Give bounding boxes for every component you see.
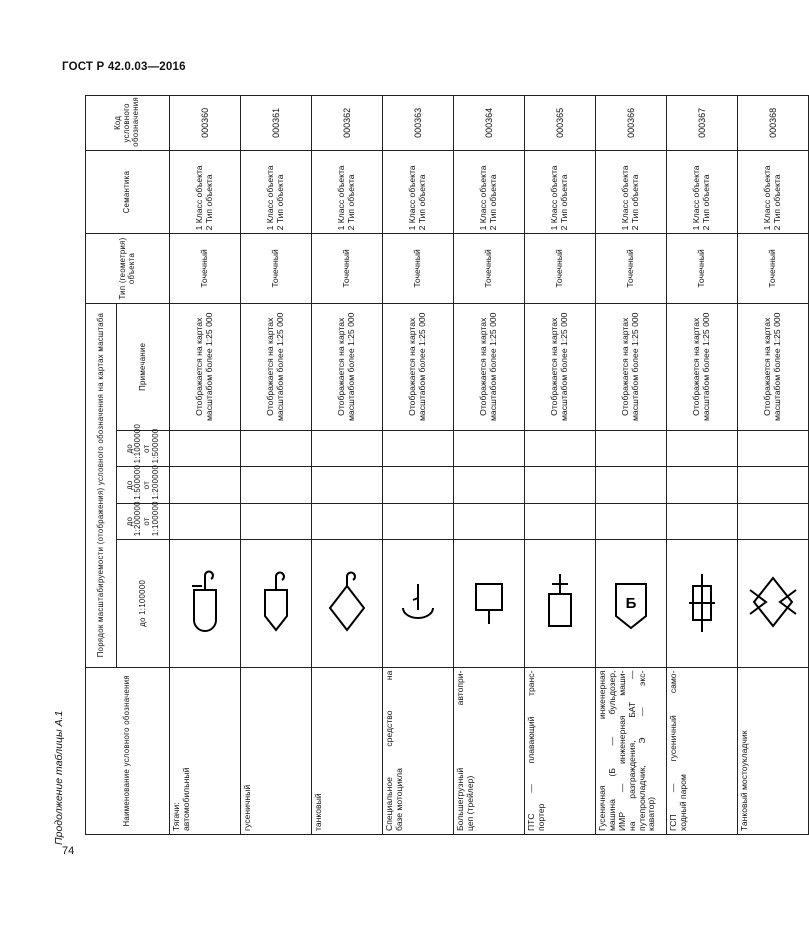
scale-cell-empty [312,503,383,539]
semantics-line: 2 Тип объекта [559,174,569,231]
header-note: Примечание [117,303,170,430]
table-row [312,96,383,835]
geometry-cell: Точечный [170,234,241,303]
scale-cell-empty [525,430,596,466]
semantics-line: 1 Класс объекта [407,165,418,231]
code-cell: 000366 [596,96,667,151]
semantics-cell [667,150,738,234]
code-cell: 000361 [241,96,312,151]
symbol-cell [738,540,809,667]
scale-cell-empty [383,503,454,539]
scale-cell-empty [667,503,738,539]
symbol-name-line: путепрокладчик, Э — экс- [636,670,647,831]
symbol-name [596,667,667,834]
semantics-cell [312,150,383,234]
note-cell: Отображается на картах масштабом более 1:25 000 [383,303,454,430]
symbol-name [170,667,241,834]
semantics-line: 2 Тип объекта [417,174,427,231]
scale-cell-empty [596,467,667,503]
semantics-cell [738,150,809,234]
geometry-cell: Точечный [241,234,312,303]
table-body [170,96,809,835]
geometry-cell: Точечный [596,234,667,303]
semantics-line: 2 Тип объекта [772,174,782,231]
symbol-cell [454,540,525,667]
tractor-wheeled-icon [172,572,238,634]
motorcycle-vehicle-icon [385,572,451,634]
symbol-name-line: танковый [313,793,323,831]
geometry-cell: Точечный [312,234,383,303]
semantics-line: 2 Тип объекта [346,174,356,231]
semantics-cell [383,150,454,234]
scale-cell-empty [525,467,596,503]
symbol-name-line: Тягачи: [171,802,181,831]
symbol-name [383,667,454,834]
table-row [170,96,241,835]
semantics-cell [596,150,667,234]
scale-cell-empty [454,430,525,466]
scale-cell-empty [241,503,312,539]
symbol-cell [667,540,738,667]
geometry-cell: Точечный [383,234,454,303]
semantics-line: 1 Класс объекта [194,165,205,231]
symbol-name-line: Большегрузный автопри- [455,670,465,831]
geometry-cell: Точечный [667,234,738,303]
symbol-cell [525,540,596,667]
symbols-table [85,95,809,835]
note-cell: Отображается на картах масштабом более 1:25 000 [596,303,667,430]
code-cell: 000363 [383,96,454,151]
scale-cell-empty [738,503,809,539]
symbol-name-line: ПТС — плавающий транс- [526,670,536,831]
semantics-line: 1 Класс объекта [478,165,489,231]
header-scale-4: до 1:1000000 от 1:500000 [117,430,170,466]
symbol-name-line: ИМР — инженерная маши- [616,670,627,831]
symbol-name [667,667,738,834]
code-cell: 000367 [667,96,738,151]
scale-cell-empty [312,430,383,466]
symbol-name-line: портер [535,803,546,831]
symbol-cell [241,540,312,667]
header-scale-1: до 1:100000 [117,540,170,667]
symbol-name-line: ходный паром [677,774,688,831]
note-cell: Отображается на картах масштабом более 1:25 000 [667,303,738,430]
header-code: Код условного обозначения [86,96,170,151]
symbol-name-line: Гусеничная инженерная [597,670,607,831]
symbol-name-line: гусеничный [242,784,252,831]
scale-cell-empty [170,467,241,503]
symbol-name-line: Танковый мостоукладчик [739,730,749,831]
table-row [738,96,809,835]
semantics-line: 1 Класс объекта [620,165,631,231]
floating-transporter-icon [527,572,593,634]
code-cell: 000368 [738,96,809,151]
semantics-cell [525,150,596,234]
tracked-ferry-icon [669,572,735,634]
semantics-line: 2 Тип объекта [630,174,640,231]
scale-cell-empty [738,430,809,466]
scale-cell-empty [454,503,525,539]
table-row [596,96,667,835]
rotated-table-container [85,95,782,835]
note-cell: Отображается на картах масштабом более 1:25 000 [170,303,241,430]
bridge-layer-icon [740,572,806,634]
note-cell: Отображается на картах масштабом более 1:25 000 [738,303,809,430]
symbol-name [241,667,312,834]
semantics-line: 1 Класс объекта [336,165,347,231]
symbol-cell [170,540,241,667]
semantics-line: 1 Класс объекта [762,165,773,231]
symbol-name-line: каватор) [646,796,657,831]
scale-cell-empty [525,503,596,539]
semantics-line: 1 Класс объекта [549,165,560,231]
semantics-cell [241,150,312,234]
header-scale-group: Порядок масштабируемости (отображения) условного обозначения на картах масштаба [86,303,117,667]
semantics-cell [170,150,241,234]
scale-cell-empty [383,430,454,466]
symbol-name [525,667,596,834]
note-cell: Отображается на картах масштабом более 1:25 000 [525,303,596,430]
icon-letter: Б [625,595,637,613]
semantics-line: 1 Класс объекта [691,165,702,231]
page-number: 74 [62,845,75,857]
engineering-vehicle-icon [598,572,664,634]
geometry-cell: Точечный [738,234,809,303]
semantics-line: 1 Класс объекта [265,165,276,231]
code-cell: 000360 [170,96,241,151]
table-row [241,96,312,835]
semantics-line: 2 Тип объекта [204,174,214,231]
table-row [454,96,525,835]
symbol-name-line: на разграждения, БАТ — [626,670,637,831]
table-row [383,96,454,835]
scale-cell-empty [596,430,667,466]
scale-cell-empty [667,430,738,466]
symbol-name-line: цеп (трейлер) [464,775,475,831]
scale-cell-empty [667,467,738,503]
symbol-name [312,667,383,834]
geometry-cell: Точечный [454,234,525,303]
scale-cell-empty [170,430,241,466]
tractor-tracked-icon [243,572,309,634]
semantics-line: 2 Тип объекта [275,174,285,231]
note-cell: Отображается на картах масштабом более 1:25 000 [312,303,383,430]
geometry-cell: Точечный [525,234,596,303]
code-cell: 000365 [525,96,596,151]
symbol-name [738,667,809,834]
header-name: Наименование условного обозначения [86,667,170,834]
tractor-tank-icon [314,572,380,634]
header-scale-3: до 1:500000 от 1:200000 [117,467,170,503]
symbol-name-line: машина (Б — бульдозер, [606,670,617,831]
standard-title: ГОСТ Р 42.0.03—2016 [62,61,186,73]
scale-cell-empty [241,467,312,503]
scale-cell-empty [170,503,241,539]
symbol-cell [596,540,667,667]
header-scale-2: до 1:200000 от 1:100000 [117,503,170,539]
table-row [667,96,738,835]
table-caption: Продолжение таблицы А.1 [53,710,65,845]
symbol-name-line: ГСП — гусеничный само- [668,670,678,831]
symbol-name-line: базе мотоцикла [393,768,404,831]
scale-cell-empty [383,467,454,503]
header-semantics: Семантика [86,150,170,234]
symbol-cell [383,540,454,667]
scale-cell-empty [312,467,383,503]
symbol-name [454,667,525,834]
code-cell: 000362 [312,96,383,151]
note-cell: Отображается на картах масштабом более 1:25 000 [241,303,312,430]
note-cell: Отображается на картах масштабом более 1:25 000 [454,303,525,430]
table-row [525,96,596,835]
semantics-line: 2 Тип объекта [488,174,498,231]
symbol-cell [312,540,383,667]
scale-cell-empty [454,467,525,503]
code-cell: 000364 [454,96,525,151]
scale-cell-empty [241,430,312,466]
scale-cell-empty [738,467,809,503]
symbol-name-line: автомобильный [180,767,191,831]
semantics-line: 2 Тип объекта [701,174,711,231]
trailer-icon [456,572,522,634]
scale-cell-empty [596,503,667,539]
header-geometry: Тип (геометрия) объекта [86,234,170,303]
semantics-cell [454,150,525,234]
symbol-name-line: Специальное средство на [384,670,394,831]
